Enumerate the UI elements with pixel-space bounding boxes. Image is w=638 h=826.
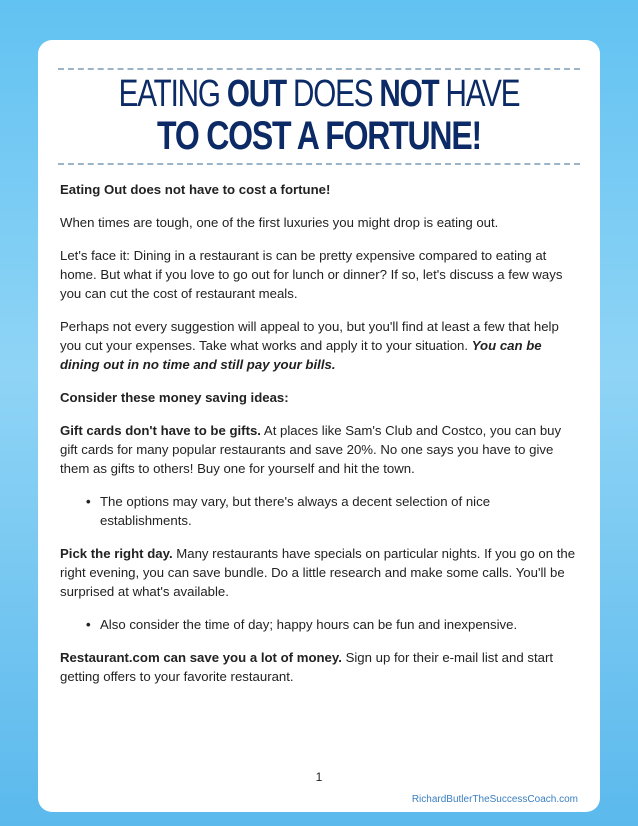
title-word-eating: EATING [118, 73, 227, 115]
title-word-have: HAVE [438, 73, 520, 115]
tip-right-day-text: Many restaurants have specials on particular nights. If you go on the right evening, you can save bundle. Do a little research and make some calls. You'll be surprised at what's available. [60, 546, 576, 599]
paragraph-face-it: Let's face it: Dining in a restaurant is can be pretty expensive compared to eating at home. But what if you love to go out for lunch or dinner? If so, let's discuss a few ways you can cut the cost of restaurant meals. [60, 248, 563, 301]
tip-restaurant-com [60, 648, 580, 686]
title-line-2: TO COST A FORTUNE! [157, 114, 481, 158]
paragraph-suggestions-text: Perhaps not every suggestion will appeal to you, but you'll find at least a few that help you cut your expenses. Take what works and apply it to your situation. [60, 319, 559, 353]
footer-site-link[interactable]: RichardButlerTheSuccessCoach.com [411, 794, 578, 805]
page-title [38, 73, 600, 157]
bottom-dashed-divider [58, 163, 580, 165]
tip-right-day-lead: Pick the right day. [60, 546, 173, 561]
tip-right-day [60, 544, 580, 601]
title-line-1 [100, 73, 538, 115]
document-page [38, 40, 600, 812]
title-word-does: DOES [285, 73, 380, 115]
title-word-out: OUT [226, 73, 286, 115]
consider-heading: Consider these money saving ideas: [60, 390, 289, 405]
tip-restaurant-com-lead: Restaurant.com can save you a lot of money. [60, 650, 342, 665]
bullet-dot-icon: • [86, 494, 91, 509]
bullet-time-of-day [86, 615, 580, 634]
paragraph-intro: When times are tough, one of the first luxuries you might drop is eating out. [60, 215, 499, 230]
bullet-options-text: The options may vary, but there's always a decent selection of nice establishments. [100, 494, 491, 528]
tip-restaurant-com-text: Sign up for their e-mail list and start getting offers to your favorite restaurant. [60, 650, 553, 684]
page-number: 1 [315, 770, 323, 784]
bullet-time-of-day-text: Also consider the time of day; happy hours can be fun and inexpensive. [100, 617, 518, 632]
paragraph-suggestions-emphasis: You can be dining out in no time and still pay your bills. [60, 338, 542, 372]
title-word-not: NOT [379, 73, 439, 115]
article-body [60, 180, 580, 700]
tip-gift-cards-lead: Gift cards don't have to be gifts. [60, 423, 261, 438]
article-subtitle: Eating Out does not have to cost a fortune! [60, 182, 331, 197]
top-dashed-divider [58, 68, 580, 70]
tip-gift-cards [60, 421, 580, 478]
paragraph-suggestions [60, 317, 580, 374]
tip-gift-cards-text: At places like Sam's Club and Costco, you can buy gift cards for many popular restaurants and save 20%. No one says you have to give them as gifts to others! Buy one for yourself and hit the town. [60, 423, 562, 476]
bullet-dot-icon: • [86, 617, 91, 632]
bullet-options [86, 492, 580, 530]
